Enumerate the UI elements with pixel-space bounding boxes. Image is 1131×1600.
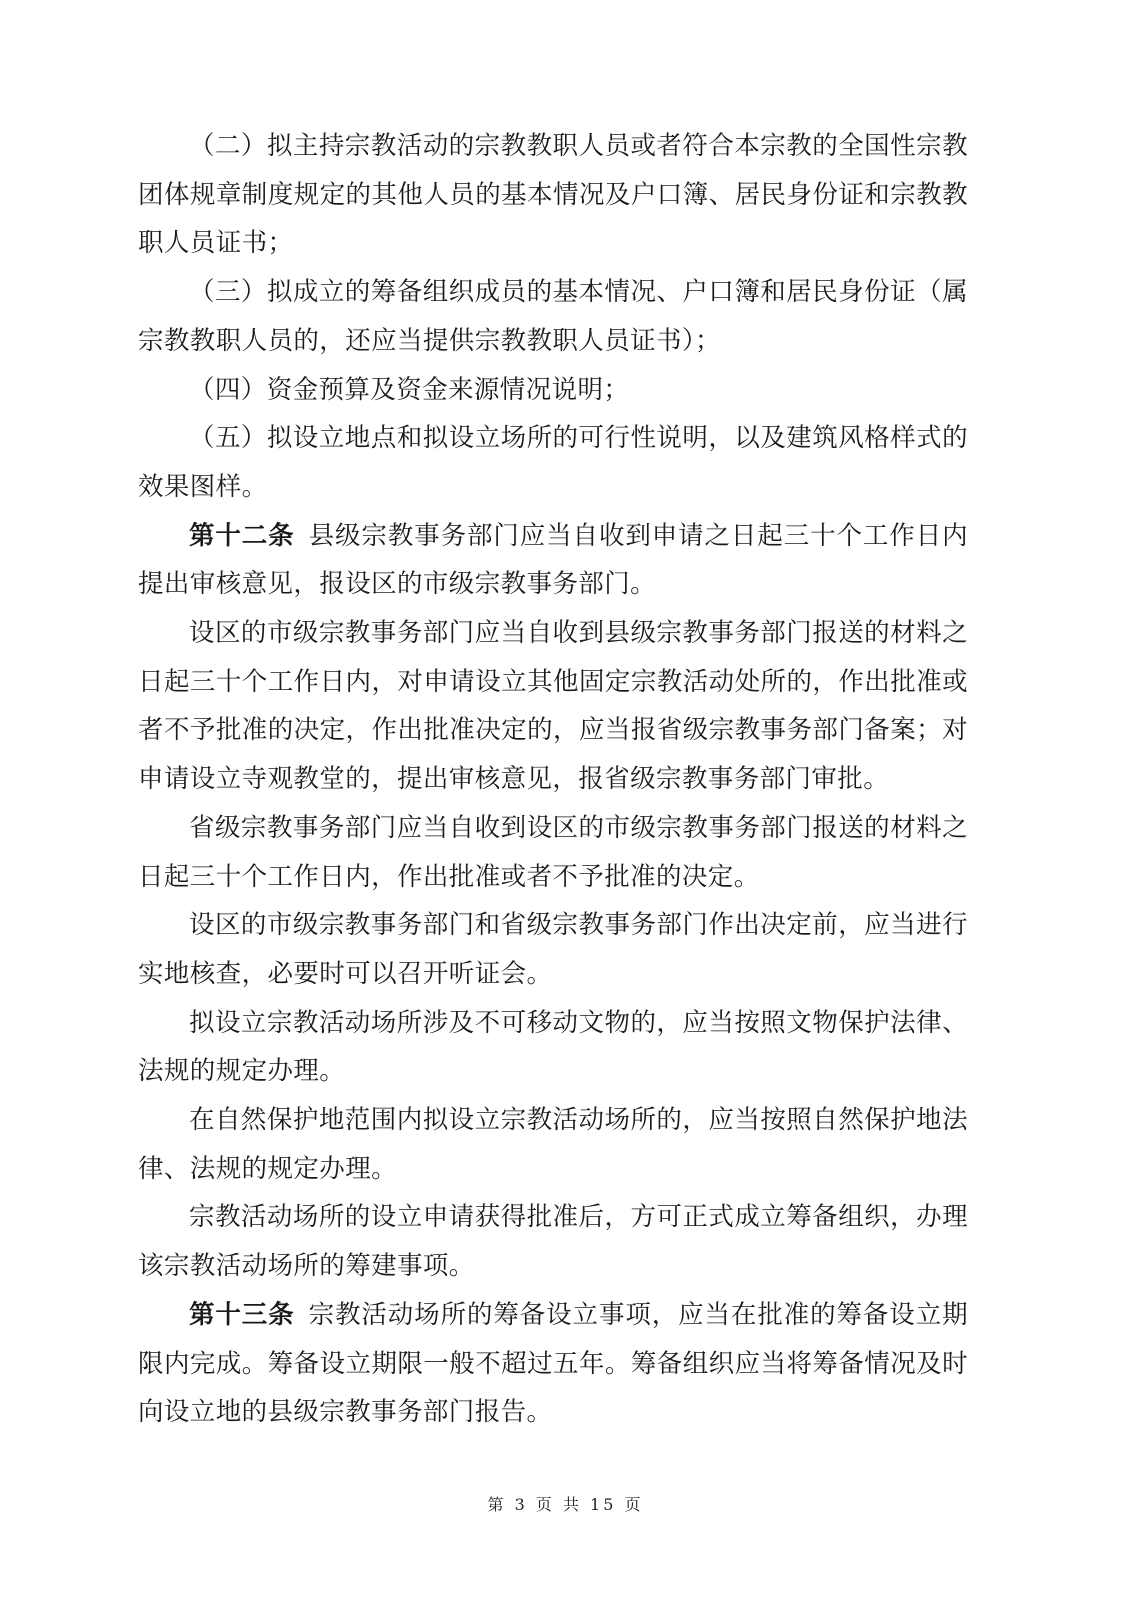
body-text [138,122,968,1437]
article-12-para-6: 在自然保护地范围内拟设立宗教活动场所的，应当按照自然保护地法律、法规的规定办理。 [138,1105,968,1184]
article-12-para-4: 设区的市级宗教事务部门和省级宗教事务部门作出决定前，应当进行实地核查，必要时可以召开听证会。 [138,910,968,989]
paragraph-item-5: （五）拟设立地点和拟设立场所的可行性说明，以及建筑风格样式的效果图样。 [138,423,968,502]
footer-suffix: 页 [624,1495,644,1514]
article-12-para-5: 拟设立宗教活动场所涉及不可移动文物的，应当按照文物保护法律、法规的规定办理。 [138,1007,968,1087]
footer-prefix: 第 [487,1495,507,1514]
article-12: 第十二条 县级宗教事务部门应当自收到申请之日起三十个工作日内提出审核意见，报设区的市级宗教事务部门。 [138,520,968,600]
paragraph-item-3: （三）拟成立的筹备组织成员的基本情况、户口簿和居民身份证（属宗教教职人员的，还应当提供宗教教职人员证书）； [138,277,968,356]
current-page-number: 3 [514,1495,528,1514]
article-12-para-3: 省级宗教事务部门应当自收到设区的市级宗教事务部门报送的材料之日起三十个工作日内，作出批准或者不予批准的决定。 [138,812,968,892]
total-pages-number: 15 [590,1495,617,1514]
page-footer [0,1492,1131,1515]
article-12-para-7: 宗教活动场所的设立申请获得批准后，方可正式成立筹备组织，办理该宗教活动场所的筹建事项。 [138,1202,968,1282]
paragraph-item-4: （四）资金预算及资金来源情况说明； [189,374,630,405]
article-13: 第十三条 宗教活动场所的筹备设立事项，应当在批准的筹备设立期限内完成。筹备设立期限一般不超过五年。筹备组织应当将筹备情况及时向设立地的县级宗教事务部门报告。 [138,1299,968,1428]
article-13-number: 第十三条 [189,1299,295,1330]
footer-middle: 页 共 [535,1495,582,1514]
paragraph-item-2: （二）拟主持宗教活动的宗教教职人员或者符合本宗教的全国性宗教团体规章制度规定的其他人员的基本情况及户口簿、居民身份证和宗教教职人员证书； [138,131,968,259]
article-12-number: 第十二条 [189,520,295,551]
article-12-para-2: 设区的市级宗教事务部门应当自收到县级宗教事务部门报送的材料之日起三十个工作日内，对申请设立其他固定宗教活动处所的，作出批准或者不予批准的决定，作出批准决定的，应当报省级宗教事务部门备案；对申请设立寺观教堂的，提出审核意见，报省级宗教事务部门审批。 [138,618,968,795]
